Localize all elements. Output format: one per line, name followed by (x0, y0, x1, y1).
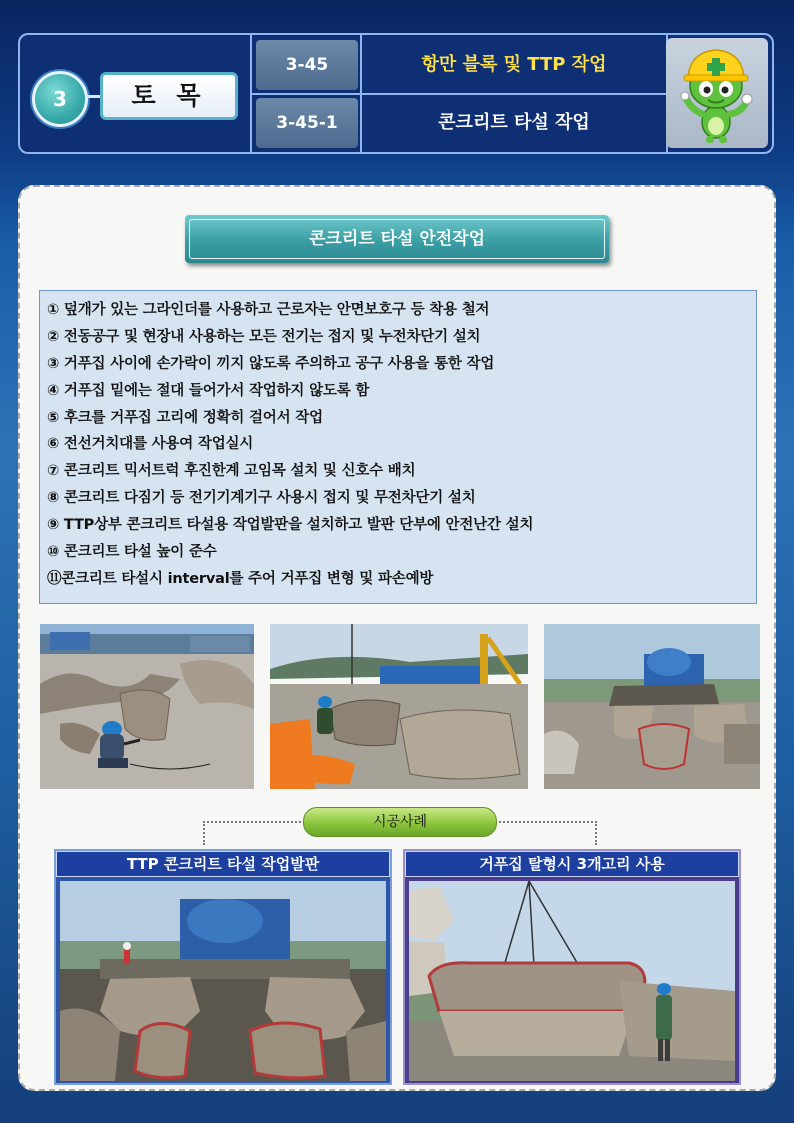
code-sub: 3-45-1 (256, 98, 358, 148)
chapter-number: 3 (32, 71, 88, 127)
case-label: 시공사례 (303, 807, 497, 837)
photo-worker-grinding (40, 624, 254, 789)
rule-item: ⑪콘크리트 타설시 interval를 주어 거푸집 변형 및 파손예방 (47, 570, 434, 587)
section-banner (185, 215, 609, 263)
rule-item: ⑩ 콘크리트 타설 높이 준수 (47, 544, 217, 561)
chapter-block (20, 35, 252, 152)
rule-item: ③ 거푸집 사이에 손가락이 끼지 않도록 주의하고 공구 사용을 통한 작업 (47, 355, 495, 372)
title-main: 항만 블록 및 TTP 작업 (421, 54, 607, 75)
rule-item: ⑦ 콘크리트 믹서트럭 후진한계 고임목 설치 및 신호수 배치 (47, 463, 416, 480)
code-main: 3-45 (256, 40, 358, 90)
connector-dotted (495, 821, 597, 845)
category-label: 토 목 (100, 72, 238, 120)
rule-item: ⑨ TTP상부 콘크리트 타설용 작업발판을 설치하고 발판 단부에 안전난간 설치 (47, 517, 534, 534)
rule-item: ⑧ 콘크리트 다짐기 등 전기기계기구 사용시 접지 및 무전차단기 설치 (47, 490, 476, 507)
photo-three-hooks (409, 881, 735, 1081)
case-card-platform (54, 849, 392, 1085)
safety-rules-list (39, 290, 757, 604)
document-header (18, 33, 774, 154)
rule-item: ② 전동공구 및 현장내 사용하는 모든 전기는 접지 및 누전차단기 설치 (47, 328, 481, 345)
photo-mixer-truck (544, 624, 760, 789)
connector-dotted (203, 821, 305, 845)
case-title-right: 거푸집 탈형시 3개고리 사용 (405, 851, 739, 877)
rule-item: ④ 거푸집 밑에는 절대 들어가서 작업하지 않도록 함 (47, 382, 370, 399)
section-title: 콘크리트 타설 안전작업 (189, 219, 605, 259)
rule-item: ⑤ 후크를 거푸집 고리에 정확히 걸어서 작업 (47, 409, 323, 426)
rule-item: ① 덮개가 있는 그라인더를 사용하고 근로자는 안면보호구 등 착용 철저 (47, 302, 490, 318)
case-title-left: TTP 콘크리트 타설 작업발판 (56, 851, 390, 877)
title-sub: 콘크리트 타설 작업 (438, 112, 590, 133)
content-panel (18, 185, 776, 1091)
photo-form-lifting (270, 624, 528, 789)
rule-item: ⑥ 전선거치대를 사용여 작업실시 (47, 436, 254, 453)
safety-mascot-icon (672, 42, 762, 144)
photo-platform (60, 881, 386, 1081)
case-card-three-hooks (403, 849, 741, 1085)
mascot-panel (666, 38, 768, 148)
